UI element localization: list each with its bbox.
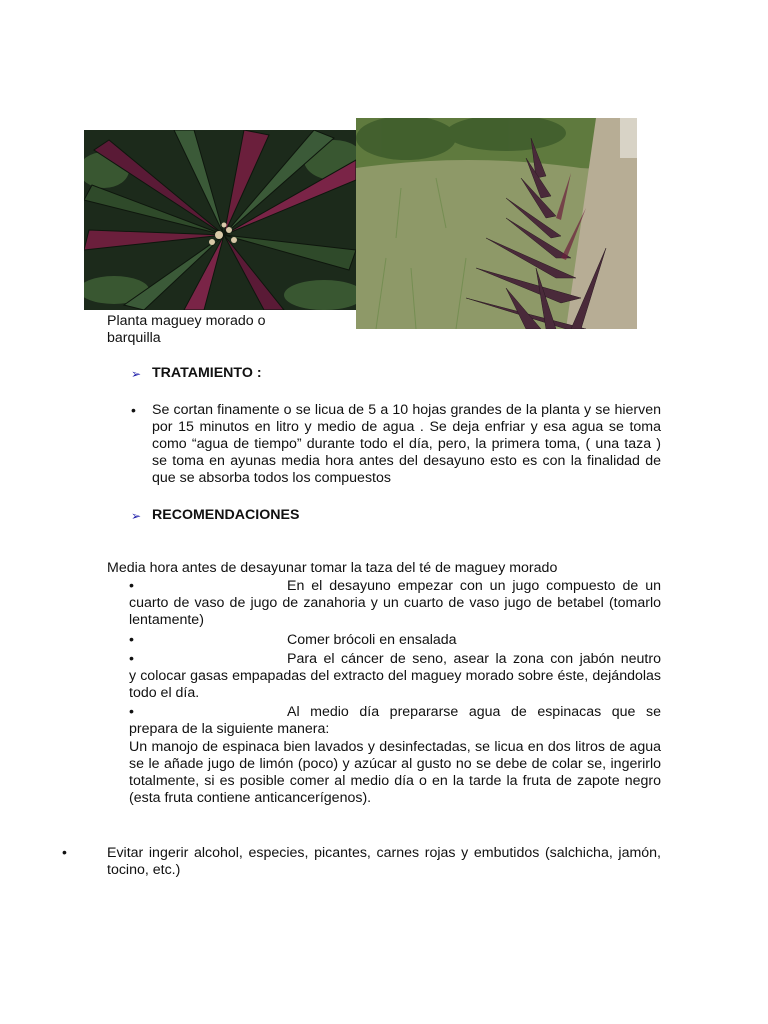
- bullet-icon: •: [129, 651, 134, 667]
- tratamiento-heading: TRATAMIENTO :: [152, 365, 262, 381]
- bullet-icon: •: [129, 704, 134, 720]
- list-item-rest: prepara de la siguiente manera:: [129, 721, 330, 737]
- bullet-icon: •: [131, 402, 136, 418]
- list-item-first-line: En el desayuno empezar con un jugo compuesto de un: [287, 578, 661, 594]
- bullet-icon: •: [129, 578, 134, 594]
- arrow-bullet-icon: ➢: [131, 367, 142, 381]
- bullet-icon: •: [129, 632, 134, 648]
- evitar-paragraph: Evitar ingerir alcohol, especies, picantes, carnes rojas y embutidos (salchicha, jamón, tocino, etc.): [107, 845, 661, 878]
- list-item-first-line: Al medio día prepararse agua de espinacas que se: [287, 704, 661, 720]
- list-item-rest: cuarto de vaso de jugo de zanahoria y un cuarto de vaso jugo de betabel (tomarlo lentamente): [129, 595, 661, 628]
- list-item: [129, 632, 661, 649]
- spinach-paragraph: Un manojo de espinaca bien lavados y desinfectadas, se licua en dos litros de agua se le añade jugo de limón (poco) y azúcar al gusto no se debe de colar se, ingerirlo totalmente, si es posible comer al medio día o en la tarde la fruta de zapote negro (esta fruta contiene anticancerígenos).: [129, 739, 661, 806]
- maguey-closeup-photo: [84, 130, 356, 310]
- list-item: [129, 651, 661, 668]
- photo-caption-line1: Planta maguey morado o: [107, 313, 266, 329]
- tratamiento-body: Se cortan finamente o se licua de 5 a 10 hojas grandes de la planta y se hierven por 15 minutos en litro y medio de agua . Se deja enfriar y esa agua se toma como “agua de tiempo” durante todo el día, pero, la primera toma, ( una taza ) se toma en ayunas media hora antes del desayuno esto es con la finalidad de que se absorba todos los compuestos: [152, 402, 661, 486]
- photo-caption-line2: barquilla: [107, 330, 161, 346]
- recomendaciones-heading: RECOMENDACIONES: [152, 507, 300, 523]
- list-item-rest: y colocar gasas empapadas del extracto del maguey morado sobre éste, dejándolas todo el día.: [129, 668, 661, 701]
- bullet-icon: •: [62, 844, 67, 860]
- list-item: [129, 578, 661, 595]
- list-item-first-line: Para el cáncer de seno, asear la zona con jabón neutro: [287, 651, 661, 667]
- list-item-first-line: Comer brócoli en ensalada: [287, 632, 457, 648]
- list-item: [129, 704, 661, 721]
- arrow-bullet-icon: ➢: [131, 509, 142, 523]
- recomendaciones-intro: Media hora antes de desayunar tomar la taza del té de maguey morado: [107, 560, 558, 576]
- maguey-garden-photo: [356, 118, 637, 329]
